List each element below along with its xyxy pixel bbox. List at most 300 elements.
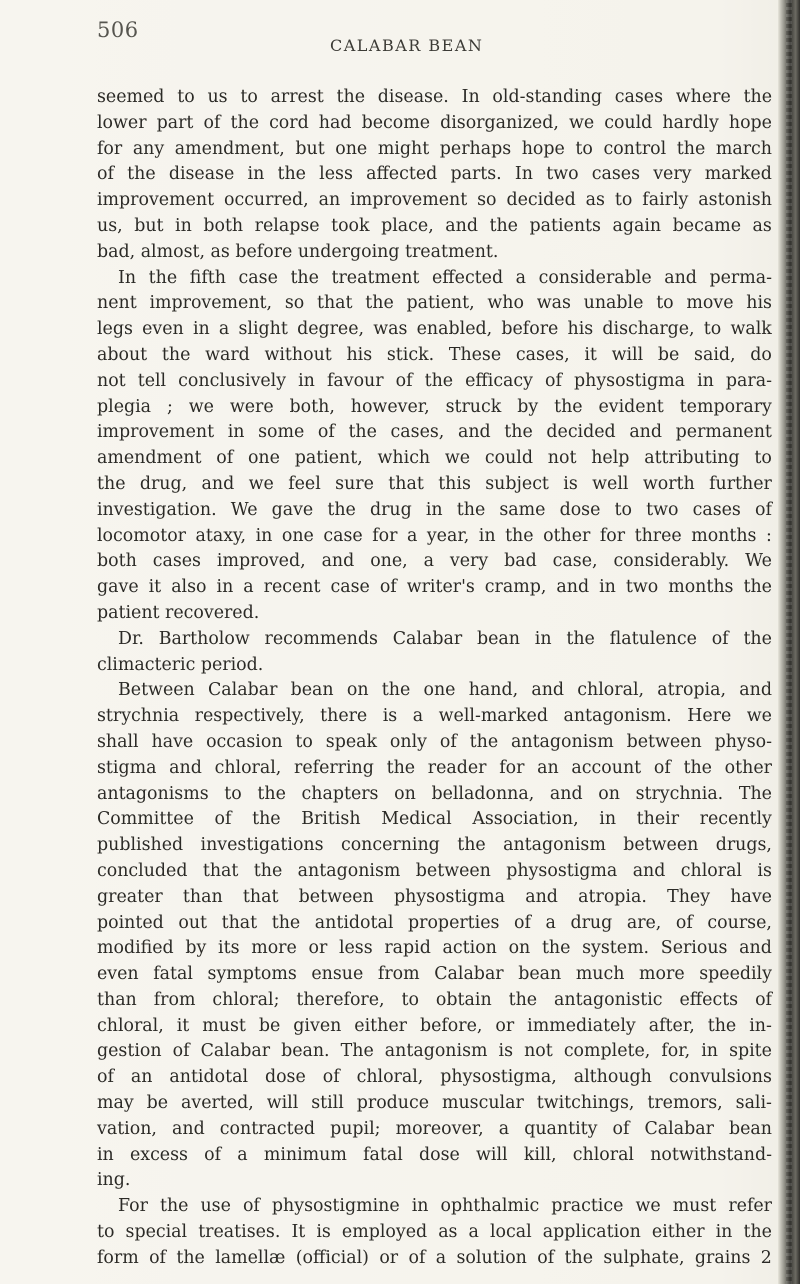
word: could bbox=[604, 112, 653, 133]
word: in bbox=[411, 1196, 429, 1217]
word: we bbox=[568, 112, 595, 133]
word: case bbox=[238, 267, 278, 288]
book-binding-edge bbox=[778, 0, 800, 1284]
word: fatal bbox=[153, 964, 193, 985]
word: antagonism bbox=[511, 731, 614, 752]
word: in bbox=[715, 1222, 733, 1243]
word: speedily bbox=[699, 964, 772, 985]
word: a bbox=[237, 1144, 248, 1165]
word: a bbox=[468, 1222, 479, 1243]
word: not bbox=[547, 448, 577, 469]
word: antidotal bbox=[169, 1067, 249, 1088]
word: minimum bbox=[263, 1144, 347, 1165]
word: which bbox=[377, 448, 431, 469]
word: two bbox=[625, 577, 659, 598]
word: the bbox=[161, 344, 191, 365]
word: refer bbox=[728, 1196, 772, 1217]
word: amendment bbox=[97, 448, 202, 469]
word: amendment, bbox=[174, 138, 285, 159]
word: before, bbox=[419, 1015, 483, 1036]
word: Here bbox=[687, 706, 732, 727]
word: was bbox=[373, 319, 408, 340]
word: to bbox=[401, 989, 419, 1010]
word: action bbox=[442, 938, 497, 959]
word: to bbox=[614, 499, 632, 520]
word: the bbox=[508, 989, 538, 1010]
word: the bbox=[159, 1196, 189, 1217]
word: recommends bbox=[264, 628, 378, 649]
word: to bbox=[177, 87, 195, 107]
word: dose bbox=[559, 499, 601, 520]
word: the bbox=[252, 809, 281, 830]
word: antidotal bbox=[314, 912, 394, 933]
word: a bbox=[435, 1247, 447, 1268]
text-line bbox=[97, 1039, 772, 1065]
word: on bbox=[598, 783, 620, 804]
word: of bbox=[97, 1067, 114, 1088]
word: further bbox=[709, 473, 772, 494]
word: sali- bbox=[735, 1093, 772, 1114]
word: in bbox=[697, 370, 714, 391]
word: conclusively bbox=[178, 370, 287, 391]
word: relapse bbox=[254, 215, 320, 236]
word: that bbox=[316, 293, 353, 314]
word: case bbox=[330, 577, 370, 598]
word: patient, bbox=[406, 293, 475, 314]
word: discharge, bbox=[602, 319, 695, 340]
word: case bbox=[323, 525, 363, 546]
word: marked bbox=[704, 164, 772, 185]
word: respectively, bbox=[194, 706, 305, 727]
word: the bbox=[127, 164, 156, 185]
word: a bbox=[243, 577, 254, 598]
text-line bbox=[97, 1091, 772, 1117]
word: an bbox=[537, 757, 559, 778]
text-line bbox=[97, 1246, 772, 1272]
word: antagonism. bbox=[563, 706, 672, 727]
word: (official) bbox=[295, 1247, 369, 1268]
word: flatulence bbox=[609, 628, 697, 649]
word: bad bbox=[504, 551, 537, 572]
word: gave bbox=[97, 577, 139, 598]
word: in bbox=[227, 422, 245, 443]
word: both, bbox=[289, 396, 335, 417]
text-line: ing. bbox=[97, 1170, 131, 1191]
word: degree, bbox=[297, 319, 365, 340]
word: in bbox=[97, 1144, 114, 1165]
word: on bbox=[394, 783, 416, 804]
word: We bbox=[230, 499, 258, 520]
word: pupil; bbox=[330, 1118, 381, 1139]
word: properties bbox=[408, 912, 500, 933]
word: Calabar bbox=[392, 628, 463, 649]
word: physostigmine bbox=[271, 1196, 400, 1217]
word: spite bbox=[729, 1041, 772, 1062]
word: atropia, bbox=[657, 680, 727, 701]
word: we bbox=[444, 448, 471, 469]
word: of bbox=[653, 757, 671, 778]
word: affected bbox=[366, 164, 438, 185]
word: old-standing bbox=[492, 87, 602, 107]
word: than bbox=[97, 989, 137, 1010]
text-line bbox=[97, 111, 772, 137]
word: of bbox=[514, 912, 531, 933]
word: hope bbox=[521, 138, 565, 159]
text-line bbox=[97, 807, 772, 833]
word: lower bbox=[97, 112, 147, 133]
word: greater bbox=[97, 886, 163, 907]
text-line bbox=[97, 756, 772, 782]
word: the bbox=[554, 396, 583, 417]
word: we bbox=[635, 1196, 661, 1217]
word: one bbox=[335, 138, 368, 159]
word: much bbox=[575, 964, 625, 985]
text-line: bad, almost, as before undergoing treatment. bbox=[97, 241, 499, 262]
word: Committee bbox=[97, 809, 194, 830]
word: and bbox=[549, 783, 583, 804]
word: of bbox=[322, 1067, 340, 1088]
word: speak bbox=[325, 731, 378, 752]
word: arrest bbox=[270, 87, 324, 107]
word: between bbox=[415, 860, 491, 881]
word: attributing bbox=[644, 448, 740, 469]
word: in bbox=[478, 525, 496, 546]
text-line bbox=[97, 162, 772, 188]
word: of bbox=[97, 164, 114, 185]
word: antagonistic bbox=[554, 989, 663, 1010]
word: bean bbox=[290, 680, 334, 701]
word: the bbox=[683, 757, 712, 778]
text-line bbox=[97, 1143, 772, 1169]
word: the bbox=[505, 525, 534, 546]
word: the bbox=[253, 860, 283, 881]
word: same bbox=[499, 499, 546, 520]
word: months bbox=[668, 577, 734, 598]
word: who bbox=[487, 293, 524, 314]
word: use bbox=[200, 1196, 231, 1217]
word: had bbox=[318, 112, 352, 133]
word: the bbox=[743, 1222, 772, 1243]
word: must bbox=[672, 1196, 717, 1217]
text-line bbox=[97, 833, 772, 859]
word: some bbox=[258, 422, 305, 443]
word: gestion bbox=[97, 1041, 162, 1062]
word: other bbox=[724, 757, 772, 778]
word: either bbox=[354, 1015, 407, 1036]
word: of bbox=[545, 370, 562, 391]
word: the bbox=[365, 293, 394, 314]
word: to bbox=[754, 448, 772, 469]
word: disorganized, bbox=[440, 112, 559, 133]
word: again bbox=[612, 215, 662, 236]
word: move bbox=[686, 293, 734, 314]
word: ensue bbox=[311, 964, 364, 985]
word: that bbox=[221, 912, 258, 933]
word: contracted bbox=[219, 1118, 316, 1139]
word: employed bbox=[341, 1222, 428, 1243]
word: unable bbox=[583, 293, 644, 314]
word: case, bbox=[552, 551, 598, 572]
word: improvement bbox=[350, 190, 468, 211]
word: patients bbox=[529, 215, 601, 236]
word: to bbox=[240, 87, 258, 107]
word: belladonna, bbox=[431, 783, 535, 804]
word: permanent bbox=[675, 422, 772, 443]
word: the bbox=[348, 422, 377, 443]
word: and bbox=[321, 551, 355, 572]
word: Dr. bbox=[118, 628, 144, 649]
word: ophthalmic bbox=[440, 1196, 540, 1217]
word: and bbox=[445, 215, 478, 236]
word: antagonism bbox=[297, 860, 401, 881]
word: so bbox=[477, 190, 497, 211]
word: and bbox=[556, 577, 590, 598]
word: to bbox=[575, 138, 593, 159]
word: but bbox=[295, 138, 325, 159]
word: one bbox=[247, 448, 280, 469]
word: or bbox=[495, 1015, 515, 1036]
word: complete, bbox=[563, 1041, 651, 1062]
word: that bbox=[202, 860, 239, 881]
word: For bbox=[118, 1196, 148, 1217]
word: Serious bbox=[660, 938, 728, 959]
word: for bbox=[499, 757, 525, 778]
word: a bbox=[218, 319, 230, 340]
word: one bbox=[281, 525, 314, 546]
word: cramp, bbox=[484, 577, 547, 598]
word: considerable bbox=[538, 267, 652, 288]
word: cord bbox=[269, 112, 309, 133]
word: in bbox=[247, 164, 265, 185]
word: solution bbox=[456, 1247, 527, 1268]
word: of bbox=[204, 1144, 222, 1165]
running-title: CALABAR BEAN bbox=[330, 36, 484, 55]
word: physostigma bbox=[393, 886, 506, 907]
word: the bbox=[743, 87, 772, 107]
word: a bbox=[498, 1118, 510, 1139]
word: could bbox=[484, 448, 533, 469]
word: cases, bbox=[390, 422, 445, 443]
word: British bbox=[301, 809, 361, 830]
word: is bbox=[498, 1041, 514, 1062]
text-line bbox=[97, 1194, 772, 1220]
word: not bbox=[97, 370, 126, 391]
word: the bbox=[327, 499, 356, 520]
word: account bbox=[571, 757, 642, 778]
word: as bbox=[585, 190, 605, 211]
word: for, bbox=[661, 1041, 691, 1062]
word: twitchings, bbox=[536, 1093, 635, 1114]
word: are, bbox=[626, 912, 662, 933]
word: immediately bbox=[527, 1015, 636, 1036]
word: fifth bbox=[189, 267, 226, 288]
word: a bbox=[515, 267, 527, 288]
word: either bbox=[651, 1222, 705, 1243]
word: considerably. bbox=[613, 551, 730, 572]
word: favour bbox=[326, 370, 384, 391]
word: cases bbox=[692, 499, 741, 520]
word: very bbox=[653, 164, 692, 185]
word: nent bbox=[97, 293, 137, 314]
text-line bbox=[97, 678, 772, 704]
word: the bbox=[386, 757, 416, 778]
word: between bbox=[298, 886, 374, 907]
word: Calabar bbox=[207, 680, 278, 701]
word: and bbox=[525, 886, 558, 907]
word: will bbox=[476, 1144, 508, 1165]
word: Between bbox=[118, 680, 195, 701]
text-line bbox=[97, 575, 772, 601]
word: stick. bbox=[386, 344, 435, 365]
word: a bbox=[545, 912, 556, 933]
word: the bbox=[566, 628, 595, 649]
word: its bbox=[218, 938, 240, 959]
word: us bbox=[207, 87, 228, 107]
word: occasion bbox=[206, 731, 283, 752]
word: but bbox=[134, 215, 164, 236]
word: convulsions bbox=[668, 1067, 772, 1088]
word: in bbox=[298, 370, 315, 391]
word: march bbox=[715, 138, 772, 159]
word: and bbox=[169, 757, 202, 778]
word: modified bbox=[97, 938, 174, 959]
word: of bbox=[537, 1247, 555, 1268]
word: ward bbox=[205, 344, 250, 365]
word: months bbox=[691, 525, 757, 546]
word: by bbox=[185, 938, 207, 959]
word: recent bbox=[263, 577, 321, 598]
word: the bbox=[381, 680, 411, 701]
word: than bbox=[182, 886, 223, 907]
word: of bbox=[755, 989, 772, 1010]
word: stigma bbox=[97, 757, 157, 778]
word: In bbox=[461, 87, 480, 107]
word: a bbox=[423, 551, 434, 572]
body-text bbox=[97, 85, 772, 1272]
word: sulphate, bbox=[603, 1247, 685, 1268]
word: said, bbox=[694, 344, 736, 365]
word: control bbox=[603, 138, 667, 159]
word: to bbox=[97, 1222, 115, 1243]
word: was bbox=[536, 293, 571, 314]
word: treatises. bbox=[198, 1222, 281, 1243]
word: any bbox=[132, 138, 165, 159]
word: the bbox=[469, 731, 499, 752]
word: become bbox=[361, 112, 430, 133]
word: even bbox=[97, 964, 139, 985]
text-line bbox=[97, 859, 772, 885]
word: in bbox=[192, 319, 210, 340]
word: the bbox=[489, 215, 518, 236]
text-line bbox=[97, 369, 772, 395]
word: before bbox=[501, 319, 559, 340]
word: They bbox=[667, 886, 711, 907]
word: of bbox=[675, 912, 693, 933]
word: of bbox=[379, 577, 397, 598]
word: the bbox=[564, 1247, 593, 1268]
text-line bbox=[97, 420, 772, 446]
word: decided bbox=[506, 190, 576, 211]
word: physo- bbox=[714, 731, 772, 752]
word: effects bbox=[679, 989, 739, 1010]
word: ataxy, bbox=[195, 525, 247, 546]
word: well bbox=[592, 473, 629, 494]
word: the bbox=[456, 499, 486, 520]
word: concerning bbox=[340, 835, 440, 856]
word: to bbox=[614, 190, 633, 211]
text-line bbox=[97, 85, 772, 111]
word: the bbox=[336, 87, 366, 107]
word: be bbox=[258, 1015, 281, 1036]
word: of bbox=[172, 1041, 190, 1062]
word: the bbox=[176, 1247, 205, 1268]
word: and bbox=[739, 680, 772, 701]
word: hope bbox=[728, 112, 772, 133]
word: that bbox=[388, 473, 424, 494]
word: still bbox=[311, 1093, 344, 1114]
word: course, bbox=[707, 912, 772, 933]
word: improvement, bbox=[149, 293, 273, 314]
word: tremors, bbox=[647, 1093, 723, 1114]
word: his bbox=[567, 319, 594, 340]
word: Calabar bbox=[644, 1118, 714, 1139]
word: cases bbox=[591, 164, 641, 185]
word: drug bbox=[369, 499, 412, 520]
word: also bbox=[171, 577, 207, 598]
word: between bbox=[626, 731, 702, 752]
word: after, bbox=[648, 1015, 695, 1036]
word: might bbox=[377, 138, 430, 159]
word: of bbox=[612, 1118, 630, 1139]
word: chapters bbox=[301, 783, 379, 804]
word: may bbox=[97, 1093, 134, 1114]
word: on bbox=[508, 938, 531, 959]
word: recently bbox=[699, 809, 772, 830]
word: ; bbox=[166, 396, 173, 417]
word: the bbox=[743, 577, 772, 598]
word: perma- bbox=[709, 267, 772, 288]
word: and bbox=[531, 680, 565, 701]
word: place, bbox=[381, 215, 434, 236]
word: the bbox=[148, 267, 178, 288]
word: to bbox=[295, 731, 313, 752]
word: of bbox=[439, 731, 457, 752]
word: investigation. bbox=[97, 499, 217, 520]
word: bean bbox=[476, 628, 520, 649]
word: in bbox=[701, 1041, 719, 1062]
text-line: climacteric period. bbox=[97, 654, 264, 675]
word: struck bbox=[445, 396, 502, 417]
word: an bbox=[318, 190, 341, 211]
text-line bbox=[97, 343, 772, 369]
word: for bbox=[372, 525, 398, 546]
word: in- bbox=[749, 1015, 772, 1036]
word: very bbox=[449, 551, 489, 572]
text-line bbox=[97, 1220, 772, 1246]
word: of bbox=[149, 1247, 166, 1268]
text-line bbox=[97, 885, 772, 911]
word: subject bbox=[485, 473, 549, 494]
word: patient, bbox=[294, 448, 363, 469]
word: were bbox=[229, 396, 274, 417]
word: be bbox=[146, 1093, 169, 1114]
word: both bbox=[203, 215, 244, 236]
word: it bbox=[176, 1015, 190, 1036]
word: physostigma bbox=[574, 370, 686, 391]
word: for bbox=[599, 525, 626, 546]
word: as bbox=[438, 1222, 458, 1243]
word: enabled, bbox=[416, 319, 493, 340]
